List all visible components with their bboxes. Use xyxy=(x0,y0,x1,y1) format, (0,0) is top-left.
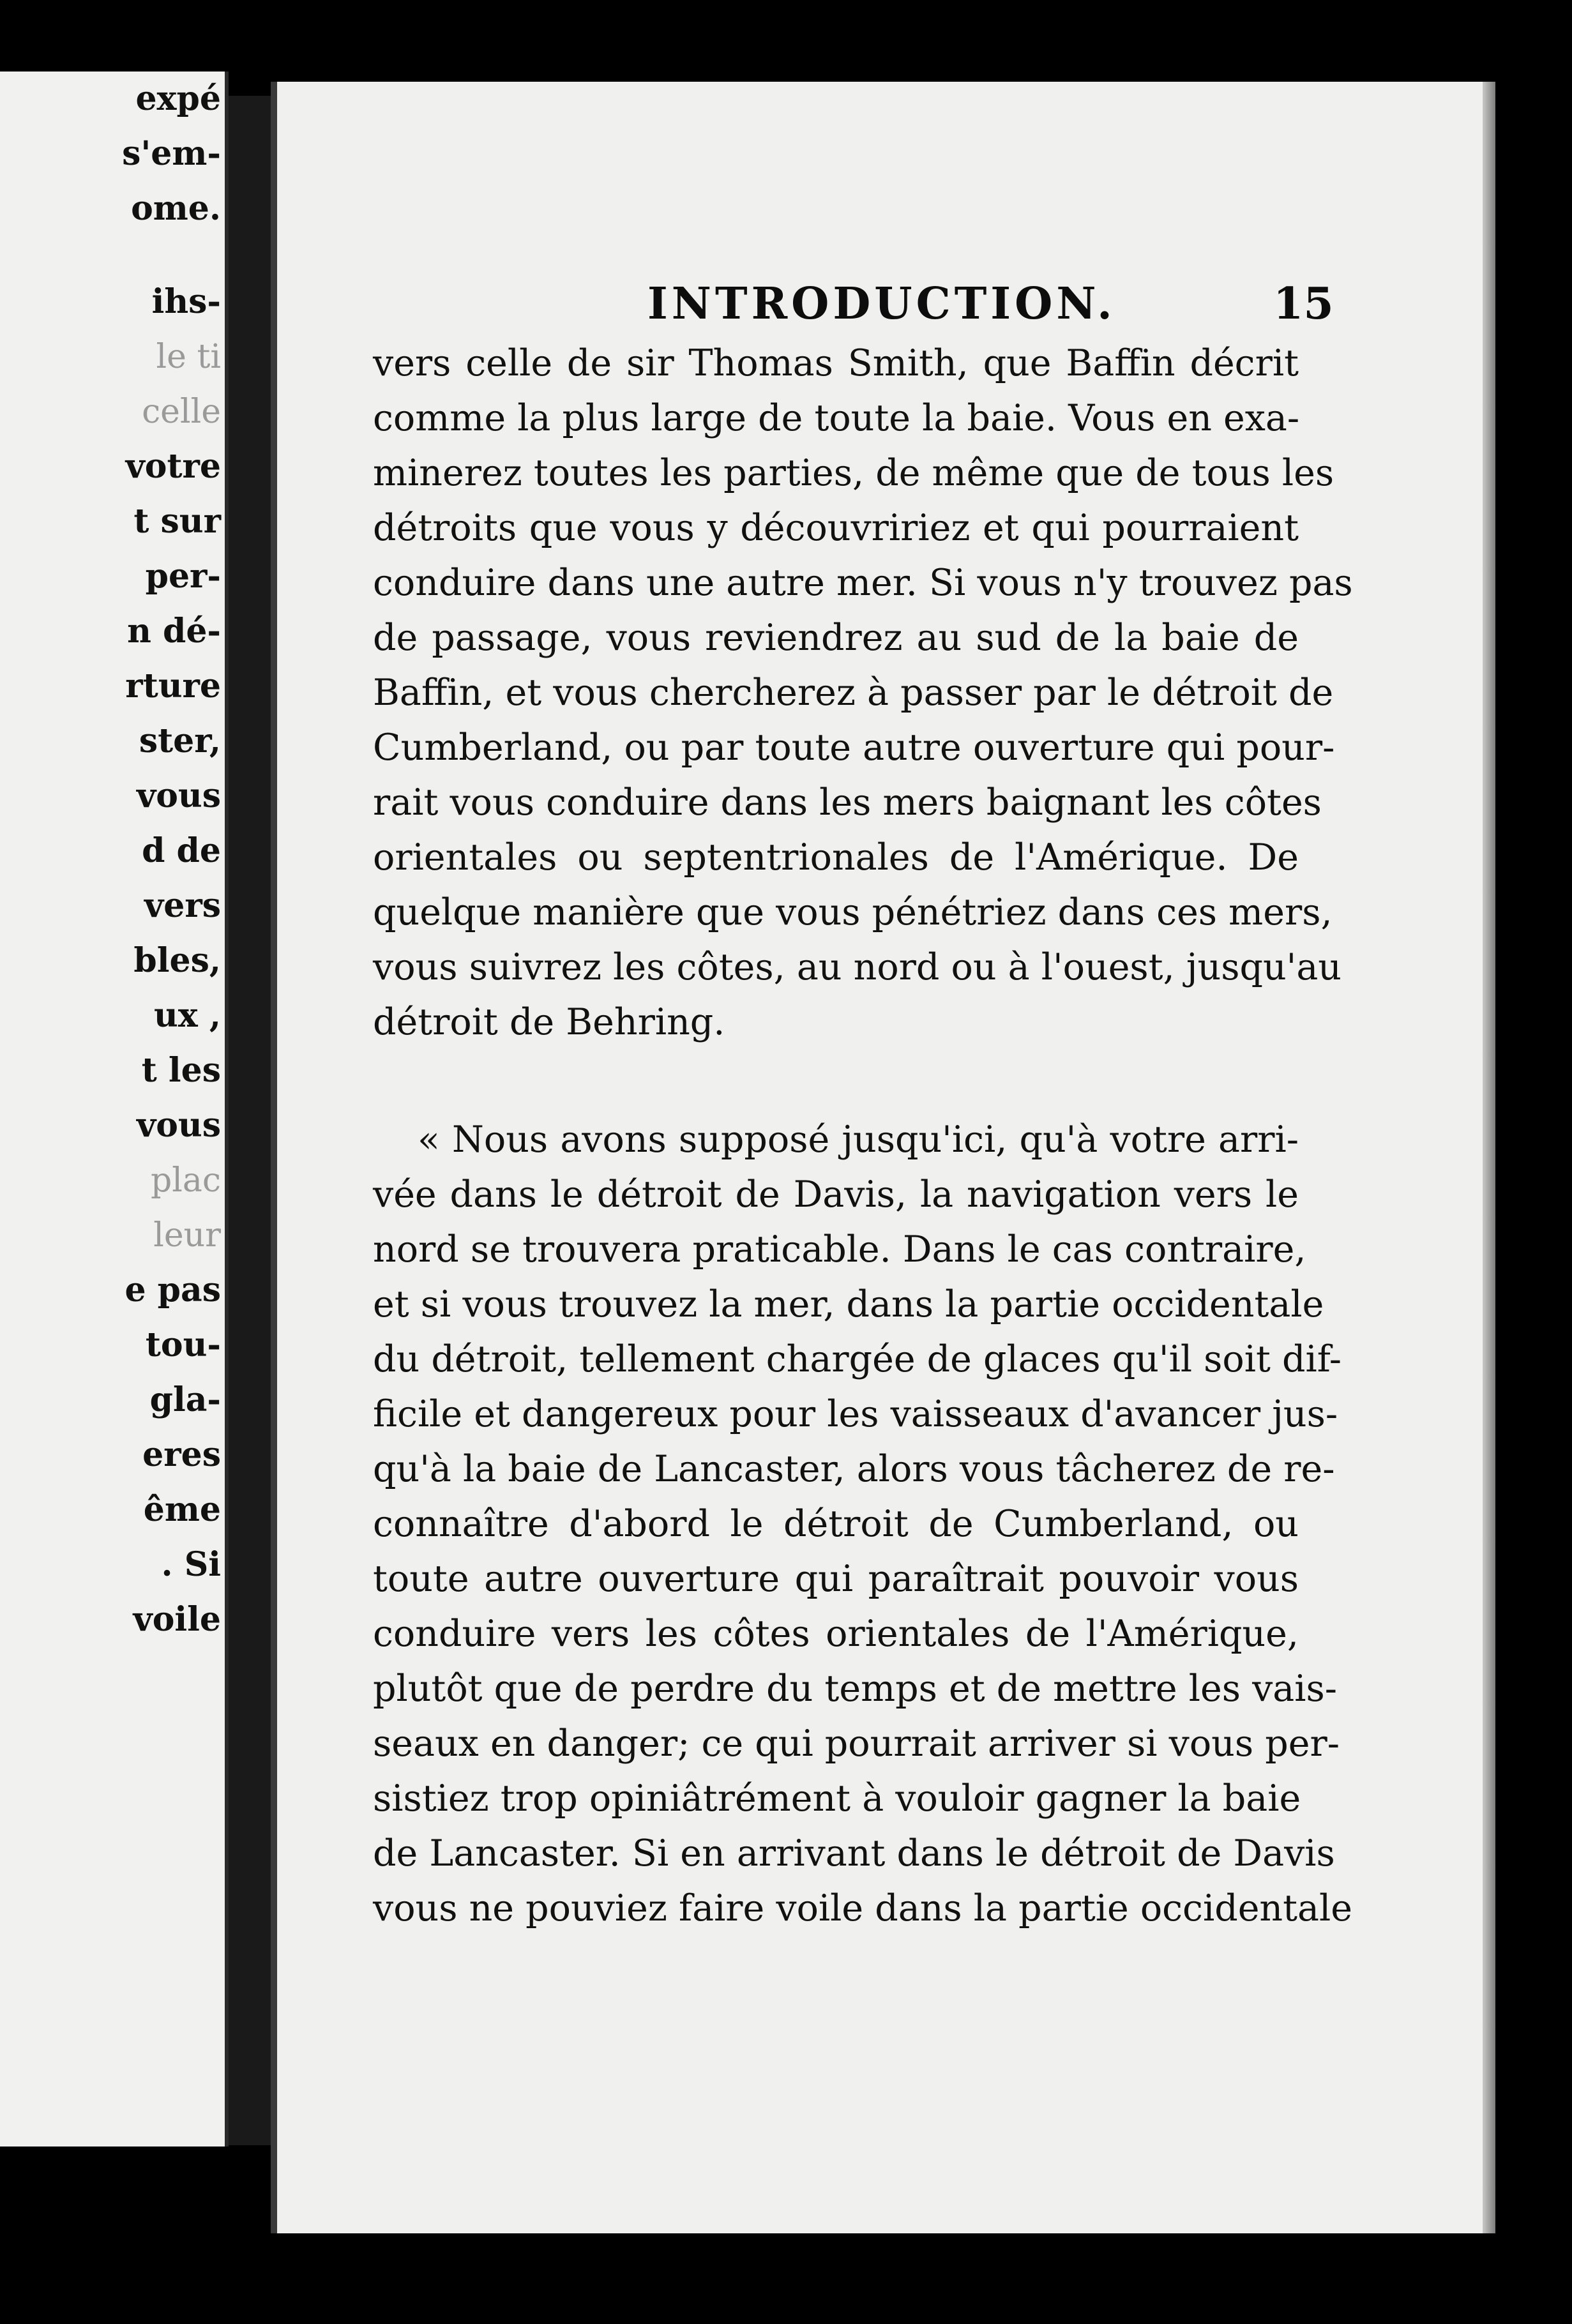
left-line-fragment: ême xyxy=(143,1490,221,1529)
text-line: orientales ou septentrionales de l'Amérique. De xyxy=(373,836,1299,879)
left-line-fragment: tou- xyxy=(145,1325,221,1364)
text-line: de Lancaster. Si en arrivant dans le détroit de Davis xyxy=(373,1832,1335,1875)
right-page xyxy=(271,82,1495,2233)
page-edge xyxy=(1483,82,1495,2233)
text-line: du détroit, tellement chargée de glaces qu'il soit dif- xyxy=(373,1338,1342,1380)
left-line-fragment: n dé- xyxy=(127,612,221,651)
left-line-fragment: vous xyxy=(137,776,221,815)
left-line-fragment: per- xyxy=(145,557,221,596)
text-line: sistiez trop opiniâtrément à vouloir gagner la baie xyxy=(373,1777,1301,1820)
left-line-fragment: d de xyxy=(142,831,221,870)
text-line: vers celle de sir Thomas Smith, que Baffin décrit xyxy=(373,342,1299,384)
text-line: quelque manière que vous pénétriez dans ces mers, xyxy=(373,891,1333,933)
text-line: ficile et dangereux pour les vaisseaux d'avancer jus- xyxy=(373,1393,1338,1435)
paragraph xyxy=(373,336,1353,1050)
text-line: détroits que vous y découvririez et qui pourraient xyxy=(373,507,1299,549)
left-line-fragment: eres xyxy=(142,1435,221,1474)
text-line: Baffin, et vous chercherez à passer par le détroit de xyxy=(373,672,1334,714)
left-page-text-fragments xyxy=(29,72,221,1647)
left-line-fragment: ster, xyxy=(139,721,221,760)
text-line: qu'à la baie de Lancaster, alors vous tâcherez de re- xyxy=(373,1448,1335,1490)
text-line: plutôt que de perdre du temps et de mettre les vais- xyxy=(373,1668,1338,1710)
left-line-fragment: gla- xyxy=(149,1380,221,1419)
left-line-fragment: vers xyxy=(144,886,221,925)
left-line-fragment: ux , xyxy=(153,996,221,1035)
text-line: minerez toutes les parties, de même que de tous les xyxy=(373,452,1334,494)
left-line-fragment: voile xyxy=(133,1600,221,1639)
left-line-fragment: plac xyxy=(150,1161,221,1200)
text-line: vous suivrez les côtes, au nord ou à l'ouest, jusqu'au xyxy=(373,946,1342,988)
left-line-fragment: expé xyxy=(135,79,221,118)
left-line-fragment: bles, xyxy=(133,941,221,980)
left-line-fragment: leur xyxy=(153,1216,221,1255)
text-line: Cumberland, ou par toute autre ouverture qui pour- xyxy=(373,727,1335,769)
left-line-fragment: le ti xyxy=(156,338,221,376)
text-line: conduire vers les côtes orientales de l'Amérique, xyxy=(373,1613,1299,1655)
page-header xyxy=(277,278,1495,336)
text-line: détroit de Behring. xyxy=(373,1001,725,1043)
left-line-fragment: t les xyxy=(141,1051,221,1090)
text-line: conduire dans une autre mer. Si vous n'y trouvez pas xyxy=(373,562,1353,604)
left-page xyxy=(0,72,229,2147)
left-line-fragment: vous xyxy=(137,1106,221,1145)
left-line-fragment: t sur xyxy=(133,502,221,541)
fragment-gap xyxy=(29,236,221,275)
text-line: connaître d'abord le détroit de Cumberland, ou xyxy=(373,1503,1299,1545)
body-text xyxy=(373,336,1353,1936)
text-line: toute autre ouverture qui paraîtrait pouvoir vous xyxy=(373,1558,1299,1600)
left-line-fragment: ihs- xyxy=(151,282,221,321)
text-line: rait vous conduire dans les mers baignant les côtes xyxy=(373,781,1322,824)
paragraph xyxy=(373,1112,1352,1936)
left-line-fragment: ome. xyxy=(131,189,221,228)
text-line: et si vous trouvez la mer, dans la partie occidentale xyxy=(373,1283,1324,1325)
left-line-fragment: rture xyxy=(125,667,221,706)
running-head: INTRODUCTION. xyxy=(647,278,1116,329)
text-line: « Nous avons supposé jusqu'ici, qu'à votre arri- xyxy=(418,1119,1299,1161)
text-line: vous ne pouviez faire voile dans la partie occidentale xyxy=(373,1887,1352,1929)
text-line: comme la plus large de toute la baie. Vous en exa- xyxy=(373,397,1300,439)
text-line: seaux en danger; ce qui pourrait arriver si vous per- xyxy=(373,1723,1340,1765)
page-number: 15 xyxy=(1273,278,1334,329)
left-line-fragment: celle xyxy=(142,393,221,431)
left-line-fragment: s'em- xyxy=(122,134,221,173)
paragraph-gap xyxy=(373,1050,1299,1112)
text-line: vée dans le détroit de Davis, la navigation vers le xyxy=(373,1173,1299,1216)
book-gutter xyxy=(229,96,275,2145)
text-line: nord se trouvera praticable. Dans le cas contraire, xyxy=(373,1228,1306,1271)
left-line-fragment: e pas xyxy=(125,1271,221,1309)
text-line: de passage, vous reviendrez au sud de la baie de xyxy=(373,617,1299,659)
left-line-fragment: . Si xyxy=(161,1545,221,1584)
left-line-fragment: votre xyxy=(125,447,221,486)
